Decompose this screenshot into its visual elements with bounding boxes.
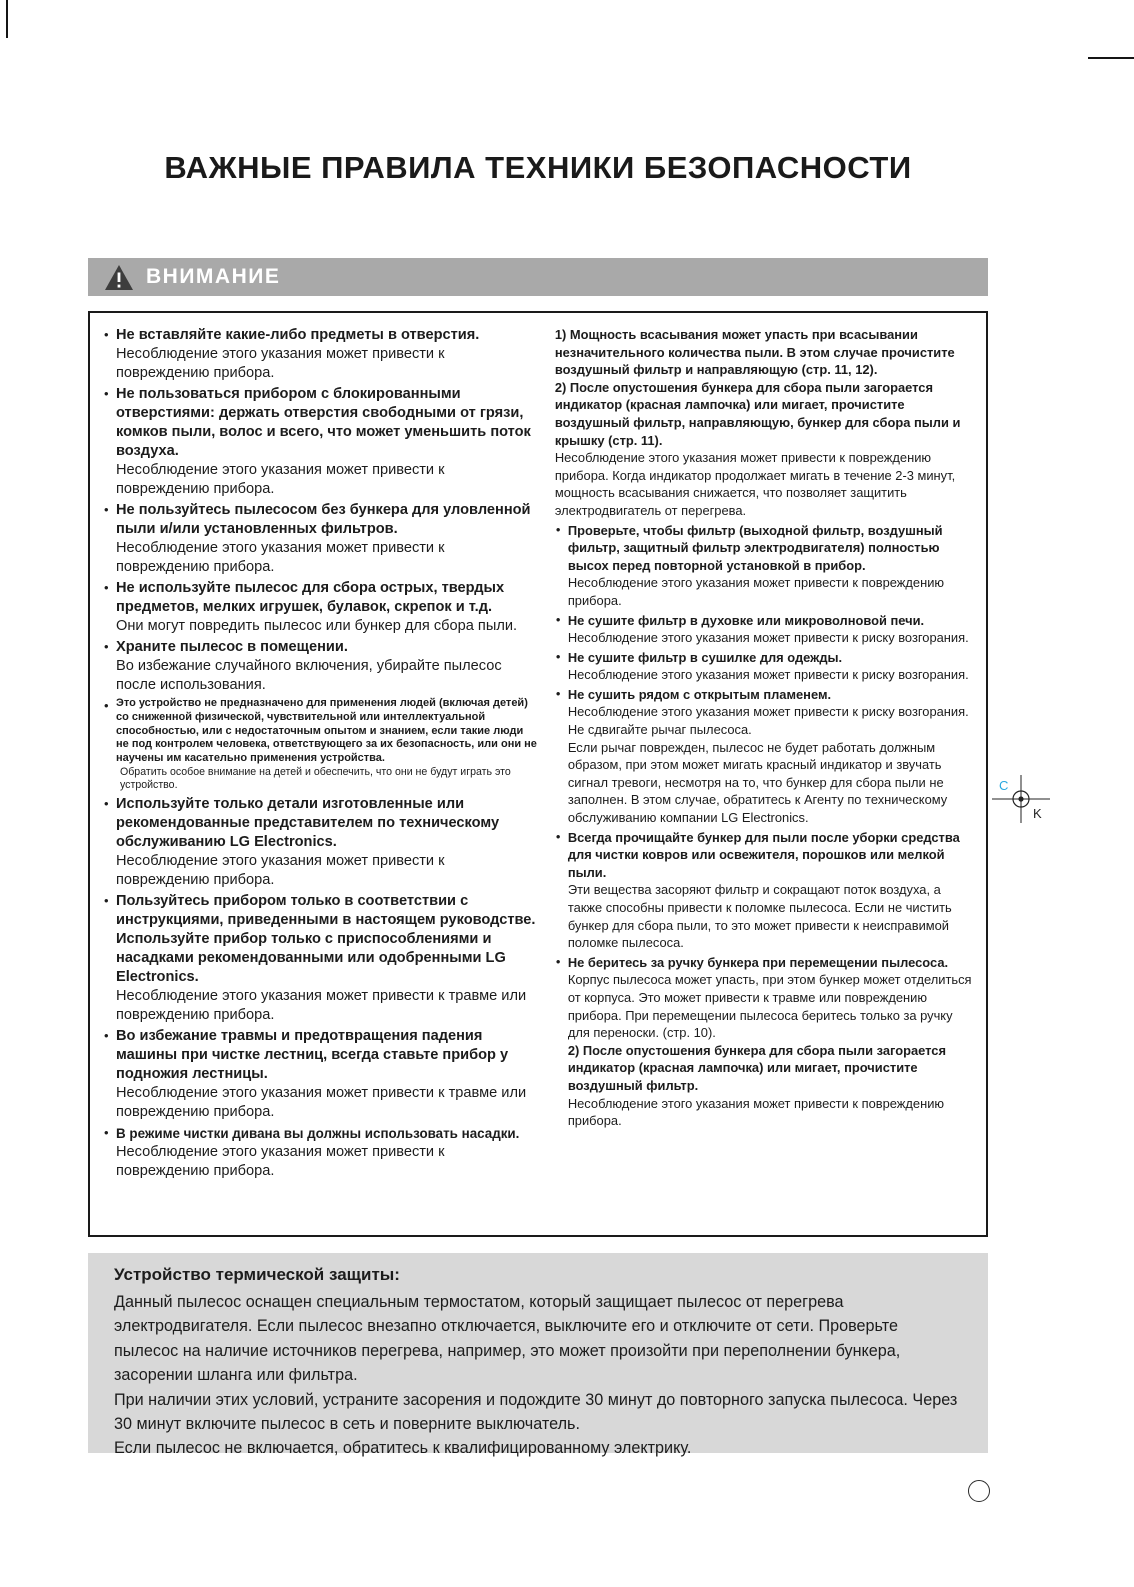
safety-text-segment: Несоблюдение этого указания может привести к повреждению прибора.: [567, 1095, 945, 1129]
safety-instruction-item: [103, 1124, 539, 1181]
safety-right-column: [555, 326, 973, 1222]
safety-text-segment: Не сушите фильтр в сушилке для одежды.: [567, 649, 843, 665]
safety-instructions-box: [88, 311, 988, 1237]
bullet-marker: •: [104, 386, 109, 401]
safety-text-segment: Не пользуйтесь пылесосом без бункера для уловленной пыли и/или установленных фильтров.: [116, 502, 531, 537]
safety-text-segment: 2) После опустошения бункера для сбора пыли загорается индикатор (красная лампочка) или мигает, прочистите воздушный фильтр.: [567, 1042, 946, 1093]
safety-text-segment: Не пользоваться прибором с блокированными отверстиями: держать отверстия свободными от грязи, комков пыли, волос и всего, что может уменьшить поток воздуха.: [116, 386, 531, 459]
safety-text-segment: 2) После опустошения бункера для сбора пыли загорается индикатор (красная лампочка) или мигает, прочистите воздушный фильтр, направляющую, бункер для сбора пыли и крышку (стр. 11).: [554, 379, 961, 448]
safety-text-segment: Не беритесь за ручку бункера при перемещении пылесоса.: [567, 954, 949, 970]
safety-text-segment: Корпус пылесоса может упасть, при этом бункер может отделиться от корпуса. Это может привести к травме или повреждению прибора. При перемещении пылесоса беритесь только за ручку для переноски. (стр. 10).: [567, 972, 972, 1041]
safety-instruction-item: [555, 649, 973, 684]
safety-left-column: [103, 326, 539, 1222]
thermal-protection-paragraph: Если пылесос не включается, обратитесь к квалифицированному электрику.: [114, 1439, 692, 1458]
safety-instruction-item: [103, 385, 539, 499]
bullet-marker: •: [555, 685, 561, 701]
safety-text-segment: Храните пылесос в помещении.: [116, 639, 348, 655]
bullet-marker: •: [104, 698, 109, 713]
safety-text-segment: Несоблюдение этого указания может привести к травме или повреждению прибора.: [116, 987, 527, 1023]
safety-text-segment: Несоблюдение этого указания может привести к повреждению прибора.: [116, 462, 445, 497]
bullet-marker: •: [104, 1027, 109, 1043]
bullet-marker: •: [555, 611, 561, 627]
safety-instruction-item: [555, 954, 973, 1130]
registration-mark: [990, 768, 1052, 828]
safety-text-segment: Несоблюдение этого указания может привести к повреждению прибора.: [116, 1143, 445, 1179]
warning-banner-label: ВНИМАНИЕ: [146, 265, 281, 288]
safety-text-segment: Не сушить рядом с открытым пламенем.: [567, 686, 832, 702]
safety-text-segment: Несоблюдение этого указания может привести к повреждению прибора.: [116, 346, 445, 381]
registration-cyan-label: C: [999, 778, 1009, 793]
safety-text-segment: Во избежание случайного включения, убирайте пылесос после использования.: [116, 658, 502, 693]
safety-text-segment: Во избежание травмы и предотвращения падения машины при чистке лестниц, всегда ставьте прибор у подножия лестницы.: [116, 1027, 509, 1082]
safety-text-segment: Несоблюдение этого указания может привести к повреждению прибора.: [116, 852, 445, 888]
safety-instruction-item: [555, 829, 973, 952]
safety-text-segment: Проверьте, чтобы фильтр (выходной фильтр, воздушный фильтр, защитный фильтр электродвигателя) полностью высох перед повторной установкой в прибор.: [567, 522, 943, 573]
safety-text-segment: Всегда прочищайте бункер для пыли после уборки средства для чистки ковров или освежителя, порошков или мелкой пыли.: [567, 829, 960, 880]
safety-text-segment: Не сдвигайте рычаг пылесоса.: [567, 722, 752, 738]
safety-instruction-item: [555, 686, 973, 827]
safety-instruction-item: [103, 579, 539, 636]
bullet-marker: •: [104, 502, 109, 517]
safety-text-segment: Если рычаг поврежден, пылесос не будет работать должным образом, при этом может мигать красный индикатор и звучать сигнал тревоги, несмотря на то, что бункер для сбора пыли не заполнен. В этом случае, обратитесь к Агенту по техническому обслуживанию компании LG Electronics.: [567, 739, 948, 826]
safety-text-segment: В режиме чистки дивана вы должны использовать насадки.: [116, 1125, 520, 1141]
safety-text-segment: Не сушите фильтр в духовке или микроволновой печи.: [567, 612, 925, 628]
safety-text-segment: Несоблюдение этого указания может привести к риску возгорания.: [567, 667, 969, 683]
safety-text-segment: Это устройство не предназначено для применения людей (включая детей) со сниженной физической, чувствительной или интеллектуальной способностью, или с недостаточным опытом и знанием, если такие люди не под контролем человека, ответствующего за их безопасность, или они не научены им касательно применения устройства.: [116, 697, 537, 765]
thermal-protection-paragraph: Данный пылесос оснащен специальным термостатом, который защищает пылесос от перегрева электродвигателя. Если пылесос внезапно отключается, выключите его и отключите от сети. Проверьте пылесос на наличие источников перегрева, например, это может произойти при переполнении бункера, засорении шланга или фильтра.: [114, 1293, 901, 1385]
safety-text-segment: Не вставляйте какие-либо предметы в отверстия.: [116, 327, 480, 343]
page-circle-mark: [968, 1480, 990, 1502]
safety-text-segment: Пользуйтесь прибором только в соответствии с инструкциями, приведенными в настоящем руководстве. Используйте прибор только с приспособлениями и насадками рекомендованными или одобренными LG Electronics.: [116, 892, 536, 985]
thermal-protection-title: Устройство термической защиты:: [114, 1265, 400, 1284]
bullet-marker: •: [104, 795, 109, 811]
registration-black-label: K: [1033, 806, 1042, 821]
safety-instruction-item: [555, 522, 973, 610]
safety-text-segment: Несоблюдение этого указания может привести к повреждению прибора.: [567, 575, 945, 608]
safety-text-segment: Несоблюдение этого указания может привести к повреждению прибора.: [116, 540, 445, 575]
thermal-protection-box: [88, 1253, 988, 1458]
safety-instruction-item: [103, 638, 539, 695]
safety-instruction-item: [103, 1027, 539, 1122]
bullet-marker: •: [555, 648, 561, 664]
safety-text-segment: Обратить особое внимание на детей и обеспечить, что они не будут играть это устройство.: [120, 765, 511, 792]
safety-text-segment: Несоблюдение этого указания может привести к риску возгорания.: [567, 630, 969, 646]
crop-mark-top-right: [1088, 57, 1134, 59]
bullet-marker: •: [555, 521, 561, 537]
safety-text-segment: Несоблюдение этого указания может привести к повреждению прибора. Когда индикатор продолжает мигать в течение 2-3 минут, мощность всасывания снижается, что позволяет защитить электродвигатель от перегрева.: [554, 450, 956, 518]
safety-text-segment: Они могут повредить пылесос или бункер для сбора пыли.: [116, 618, 518, 634]
bullet-marker: •: [555, 953, 561, 969]
bullet-marker: •: [104, 580, 109, 595]
safety-instruction-item: [555, 326, 973, 520]
safety-instruction-item: [103, 892, 539, 1025]
thermal-protection-paragraph: При наличии этих условий, устраните засорения и подождите 30 минут до повторного запуска пылесоса. Через 30 минут включите пылесос в сеть и поверните выключатель.: [114, 1390, 958, 1434]
safety-instruction-item: [103, 795, 539, 890]
bullet-marker: •: [555, 828, 561, 844]
warning-banner: [88, 258, 988, 296]
safety-text-segment: 1) Мощность всасывания может упасть при всасывании незначительного количества пыли. В этом случае прочистите воздушный фильтр и направляющую (стр. 11, 12).: [554, 327, 955, 378]
safety-instruction-item: [103, 697, 539, 793]
crop-mark-top-left: [6, 0, 8, 38]
safety-text-segment: Эти вещества засоряют фильтр и сокращают поток воздуха, а также способны привести к поломке пылесоса. Если не чистить бункер для сбора пыли, то это может привести к неисправимой поломке пылесоса.: [567, 882, 952, 951]
bullet-marker: •: [104, 1124, 109, 1140]
page-title: ВАЖНЫЕ ПРАВИЛА ТЕХНИКИ БЕЗОПАСНОСТИ: [164, 150, 912, 185]
safety-text-segment: Несоблюдение этого указания может привести к риску возгорания.: [567, 704, 969, 720]
safety-instruction-item: [103, 326, 539, 383]
bullet-marker: •: [104, 892, 109, 908]
warning-triangle-icon: [104, 264, 134, 291]
safety-text-segment: Используйте только детали изготовленные или рекомендованные представителем по техническому обслуживанию LG Electronics.: [116, 795, 500, 850]
safety-text-segment: Не используйте пылесос для сбора острых, твердых предметов, мелких игрушек, булавок, скрепок и т.д.: [116, 580, 505, 615]
bullet-marker: •: [104, 639, 109, 654]
safety-text-segment: Несоблюдение этого указания может привести к травме или повреждению прибора.: [116, 1084, 527, 1120]
safety-instruction-item: [555, 612, 973, 647]
bullet-marker: •: [104, 327, 109, 342]
safety-instruction-item: [103, 501, 539, 577]
